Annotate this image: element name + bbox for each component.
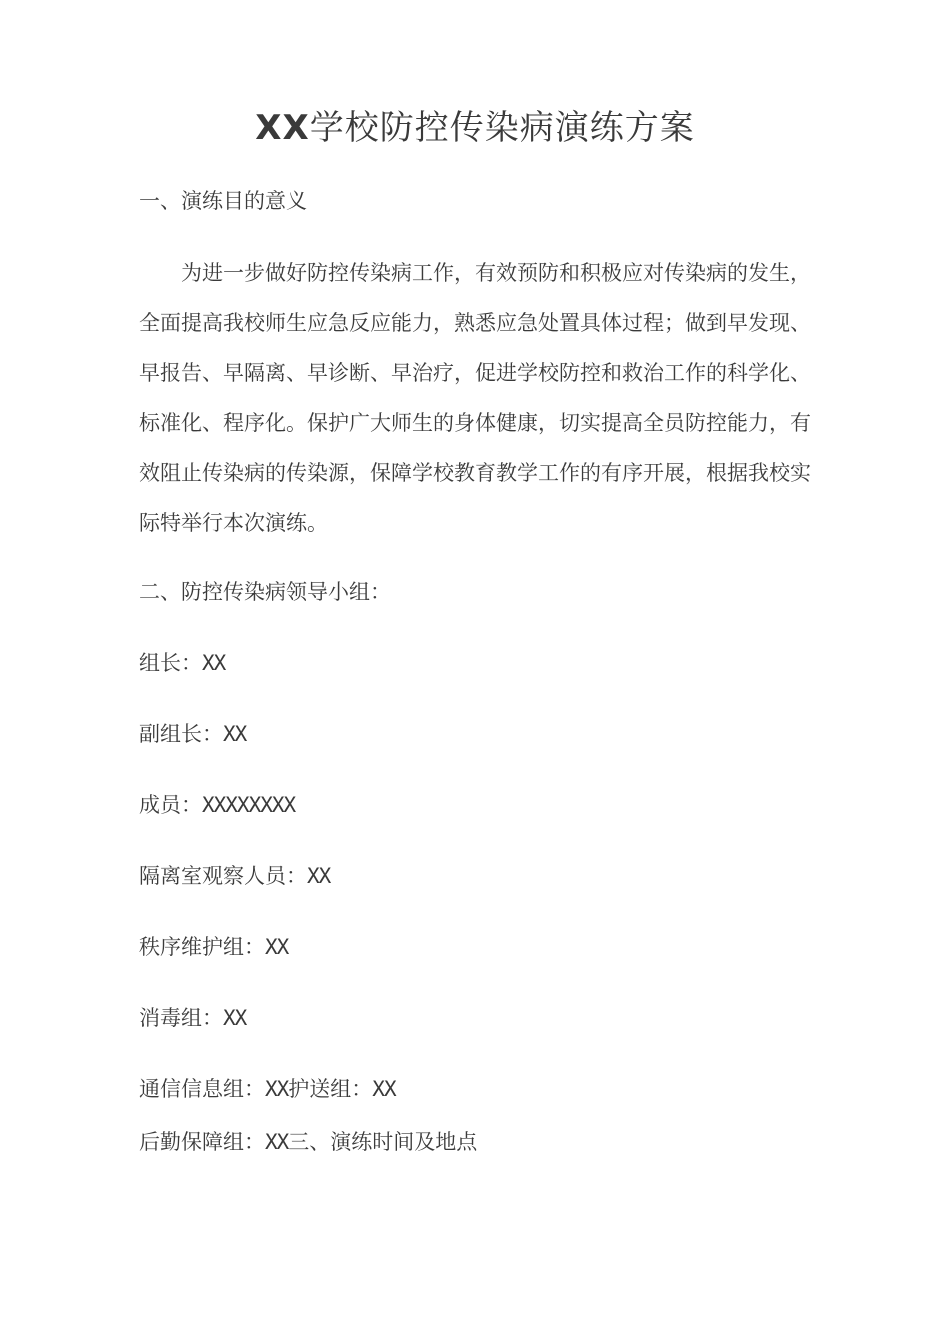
member-value: XX — [223, 722, 247, 746]
member-line-logistics — [139, 1125, 811, 1159]
member-line-members — [139, 788, 811, 822]
member-value: XX — [307, 864, 331, 888]
member-line-isolation-observer — [139, 859, 811, 893]
member-label: 组长： — [139, 651, 202, 675]
member-value: XX — [223, 1006, 247, 1030]
member-line-deputy-leader — [139, 717, 811, 751]
member-label: 通信信息组： — [139, 1077, 265, 1101]
member-line-disinfection-group — [139, 1001, 811, 1035]
member-label: 护送组： — [288, 1077, 373, 1101]
member-line-order-group — [139, 930, 811, 964]
member-value: XX — [202, 651, 226, 675]
section-paragraph-purpose: 为进一步做好防控传染病工作，有效预防和积极应对传染病的发生，全面提高我校师生应急反应能力，熟悉应急处置具体过程；做到早发现、早报告、早隔离、早诊断、早治疗，促进学校防控和救治工作的科学化、标准化、程序化。保护广大师生的身体健康，切实提高全员防控能力，有效阻止传染病的传染源，保障学校教育教学工作的有序开展，根据我校实际特举行本次演练。 — [139, 261, 811, 535]
member-label: 隔离室观察人员： — [139, 864, 307, 888]
member-label: 后勤保障组： — [139, 1130, 265, 1154]
member-value: XX — [265, 1130, 289, 1154]
member-value: XX — [372, 1077, 396, 1101]
document-title — [0, 104, 950, 152]
title-prefix: XX — [255, 108, 310, 148]
member-value: XXXXXXXX — [202, 793, 296, 817]
member-label: 副组长： — [139, 722, 223, 746]
member-line-leader — [139, 646, 811, 680]
member-label: 消毒组： — [139, 1006, 223, 1030]
member-label: 成员： — [139, 793, 202, 817]
title-main: 学校防控传染病演练方案 — [309, 108, 695, 148]
section-heading-time-place: 三、演练时间及地点 — [288, 1130, 478, 1154]
member-label: 秩序维护组： — [139, 935, 265, 959]
member-line-communication-escort — [139, 1072, 811, 1106]
member-value: XX — [265, 935, 289, 959]
section-heading-leadership: 二、防控传染病领导小组： — [139, 580, 391, 604]
section-heading-purpose: 一、演练目的意义 — [139, 189, 307, 213]
member-value: XX — [265, 1077, 289, 1101]
